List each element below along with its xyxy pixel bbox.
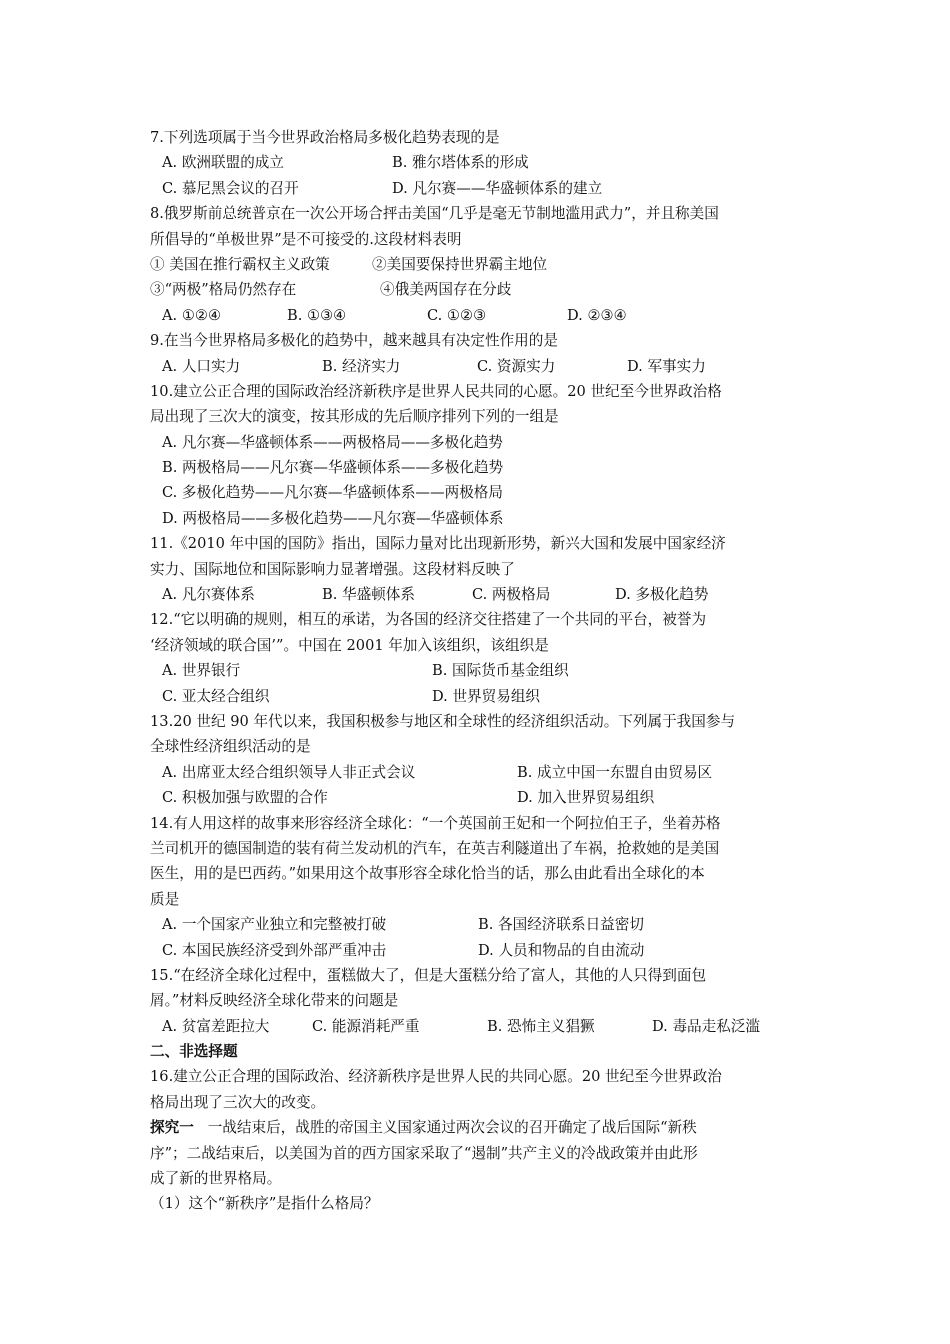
question-8-statement-4: ④俄美两国存在分歧 — [380, 281, 512, 299]
question-8-statement-2: ②美国要保持世界霸主地位 — [372, 255, 548, 273]
question-12-options-row-2 — [150, 684, 830, 709]
question-14-option-c: C. 本国民族经济受到外部严重冲击 — [162, 941, 387, 959]
question-10-stem-line-2: 局出现了三次大的演变，按其形成的先后顺序排列下列的一组是 — [150, 408, 559, 426]
question-14-stem-line-4: 质是 — [150, 890, 180, 908]
question-13-options-row-1 — [150, 760, 830, 785]
question-15-options-row — [150, 1014, 830, 1039]
question-7-option-c: C. 慕尼黑会议的召开 — [162, 179, 299, 197]
question-14-stem-line-1: 14.有人用这样的故事来形容经济全球化：“一个英国前王妃和一个阿拉伯王子，坐着苏格 — [150, 814, 721, 832]
question-14-option-a: A. 一个国家产业独立和完整被打破 — [162, 916, 387, 934]
question-8-options-row — [150, 303, 830, 328]
question-8-statements-row-1 — [150, 252, 830, 277]
question-15-option-d: D. 毒品走私泛滥 — [652, 1017, 761, 1035]
question-15-option-b: B. 恐怖主义猖獗 — [487, 1017, 595, 1035]
question-8-option-b: B. ①③④ — [287, 306, 347, 324]
question-11-option-b: B. 华盛顿体系 — [322, 586, 415, 604]
question-9-options-row — [150, 354, 830, 379]
question-10-option-d: D. 两极格局——多极化趋势——凡尔赛—华盛顿体系 — [162, 509, 504, 527]
question-10-stem-line-1: 10.建立公正合理的国际政治经济新秩序是世界人民共同的心愿。20 世纪至今世界政治格 — [150, 382, 722, 400]
question-7-option-b: B. 雅尔塔体系的形成 — [392, 154, 529, 172]
question-9-option-a: A. 人口实力 — [162, 357, 241, 375]
question-7-option-a: A. 欧洲联盟的成立 — [162, 154, 284, 172]
question-11-option-a: A. 凡尔赛体系 — [162, 586, 255, 604]
question-15-option-c: C. 能源消耗严重 — [312, 1017, 420, 1035]
question-12-option-b: B. 国际货币基金组织 — [432, 662, 569, 680]
question-7-stem: 7.下列选项属于当今世界政治格局多极化趋势表现的是 — [150, 129, 500, 146]
question-13-option-b: B. 成立中国一东盟自由贸易区 — [517, 763, 713, 781]
question-10-option-c: C. 多极化趋势——凡尔赛—华盛顿体系——两极格局 — [162, 484, 503, 502]
question-16-stem-line-2: 格局出现了三次大的改变。 — [150, 1093, 326, 1111]
question-14-option-b: B. 各国经济联系日益密切 — [478, 916, 644, 934]
question-8-option-a: A. ①②④ — [162, 306, 222, 324]
question-16-stem-line-1: 16.建立公正合理的国际政治、经济新秩序是世界人民的共同心愿。20 世纪至今世界政治 — [150, 1068, 722, 1086]
question-14-stem-line-2: 兰司机开的德国制造的装有荷兰发动机的汽车，在英吉利隧道出了车祸，抢救她的是美国 — [150, 839, 720, 857]
question-13-options-row-2 — [150, 785, 830, 810]
question-9-stem: 9.在当今世界格局多极化的趋势中，越来越具有决定性作用的是 — [150, 332, 558, 350]
explore-one-text-1: 一战结束后，战胜的帝国主义国家通过两次会议的召开确定了战后国际“新秩 — [193, 1119, 697, 1137]
question-7-options-row-1 — [150, 150, 830, 175]
question-12-option-a: A. 世界银行 — [162, 662, 241, 680]
question-13-option-a: A. 出席亚太经合组织领导人非正式会议 — [162, 763, 416, 781]
question-11-options-row — [150, 582, 830, 607]
question-8-statements-row-2 — [150, 277, 830, 302]
question-15-option-a: A. 贫富差距拉大 — [162, 1017, 270, 1035]
explore-one-label: 探究一 — [150, 1119, 194, 1137]
question-8-statement-1: ① 美国在推行霸权主义政策 — [150, 255, 330, 273]
question-15-stem-line-1: 15.“在经济全球化过程中，蛋糕做大了，但是大蛋糕分给了富人，其他的人只得到面包 — [150, 966, 707, 984]
question-13-stem-line-1: 13.20 世纪 90 年代以来，我国积极参与地区和全球性的经济组织活动。下列属于我国参与 — [150, 712, 736, 730]
question-8-statement-3: ③“两极”格局仍然存在 — [150, 281, 297, 299]
question-12-stem-line-2: ‘经济领域的联合国’”。中国在 2001 年加入该组织，该组织是 — [150, 636, 549, 654]
question-13-option-c: C. 积极加强与欧盟的合作 — [162, 789, 328, 807]
question-14-option-d: D. 人员和物品的自由流动 — [478, 941, 645, 959]
question-12-option-c: C. 亚太经合组织 — [162, 687, 270, 705]
question-12-option-d: D. 世界贸易组织 — [432, 687, 541, 705]
question-14-stem-line-3: 医生，用的是巴西药。”如果用这个故事形容全球化恰当的话，那么由此看出全球化的本 — [150, 865, 705, 883]
question-14-options-row-1 — [150, 912, 830, 937]
question-12-options-row-1 — [150, 658, 830, 683]
question-10-option-a: A. 凡尔赛—华盛顿体系——两极格局——多极化趋势 — [162, 433, 503, 451]
question-8-stem-line-2: 所倡导的“单极世界”是不可接受的.这段材料表明 — [150, 230, 462, 248]
question-13-option-d: D. 加入世界贸易组织 — [517, 789, 655, 807]
question-16-explore-line-3: 成了新的世界格局。 — [150, 1170, 282, 1188]
question-11-stem-line-1: 11.《2010 年中国的国防》指出，国际力量对比出现新形势，新兴大国和发展中国家经济 — [150, 535, 726, 553]
question-8-option-d: D. ②③④ — [567, 306, 627, 324]
question-11-stem-line-2: 实力、国际地位和国际影响力显著增强。这段材料反映了 — [150, 560, 515, 578]
question-11-option-d: D. 多极化趋势 — [615, 586, 709, 604]
question-9-option-d: D. 军事实力 — [627, 357, 706, 375]
question-8-stem-line-1: 8.俄罗斯前总统普京在一次公开场合抨击美国“几乎是毫无节制地滥用武力”，并且称美国 — [150, 205, 719, 223]
question-9-option-c: C. 资源实力 — [477, 357, 556, 375]
question-16-explore-line-1 — [150, 1115, 830, 1140]
question-10-option-b: B. 两极格局——凡尔赛—华盛顿体系——多极化趋势 — [162, 459, 504, 477]
question-8-option-c: C. ①②③ — [427, 306, 487, 324]
question-16-sub-question-1: （1）这个“新秩序”是指什么格局？ — [150, 1195, 379, 1213]
question-9-option-b: B. 经济实力 — [322, 357, 401, 375]
question-13-stem-line-2: 全球性经济组织活动的是 — [150, 738, 311, 756]
question-12-stem-line-1: 12.“它以明确的规则，相互的承诺，为各国的经济交往搭建了一个共同的平台，被誉为 — [150, 611, 707, 629]
question-16-explore-line-2: 序”；二战结束后，以美国为首的西方国家采取了“遏制”共产主义的冷战政策并由此形 — [150, 1144, 698, 1162]
question-7-options-row-2 — [150, 176, 830, 201]
question-11-option-c: C. 两极格局 — [472, 586, 551, 604]
section-heading-non-choice: 二、非选择题 — [150, 1043, 238, 1061]
question-14-options-row-2 — [150, 938, 830, 963]
question-15-stem-line-2: 屑。”材料反映经济全球化带来的问题是 — [150, 992, 399, 1010]
question-7-option-d: D. 凡尔赛——华盛顿体系的建立 — [392, 179, 603, 197]
